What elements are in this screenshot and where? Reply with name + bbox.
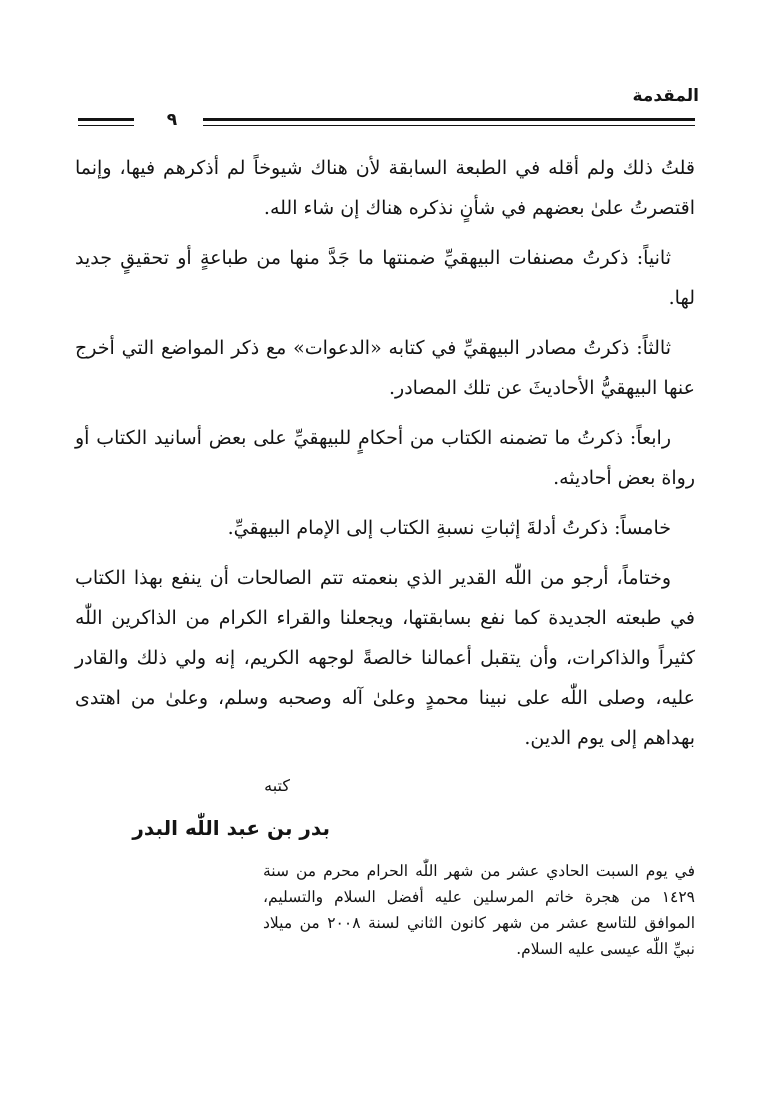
body-text (75, 148, 695, 768)
paragraph-third: ثالثاً: ذكرتُ مصادر البيهقيِّ في كتابه «الدعوات» مع ذكر المواضع التي أخرج عنها البيهقيُّ الأحاديثَ عن تلك المصادر. (75, 337, 695, 399)
date-note: في يوم السبت الحادي عشر من شهر اللّٰه الحرام محرم من سنة ١٤٢٩ من هجرة خاتم المرسلين عليه أفضل السلام والتسليم، الموافق للتاسع عشر من شهر كانون الثاني لسنة ٢٠٠٨ من ميلاد نبيِّ اللّٰه عيسى عليه السلام. (263, 862, 695, 958)
paragraph-fourth: رابعاً: ذكرتُ ما تضمنه الكتاب من أحكامٍ للبيهقيِّ على بعض أسانيد الكتاب أو رواة بعض أحاديثه. (75, 427, 695, 489)
paragraph-fifth: خامساً: ذكرتُ أدلةَ إثباتِ نسبةِ الكتاب إلى الإمام البيهقيِّ. (227, 517, 671, 539)
page-number: ٩ (166, 110, 178, 130)
header-rule-right-thin (203, 125, 695, 126)
header-rule-left-thin (78, 125, 134, 126)
running-header-title: المقدمة (632, 86, 699, 106)
signoff-kataba: كتبه (264, 776, 290, 795)
paragraph-closing: وختاماً، أرجو من اللّٰه القدير الذي بنعمته تتم الصالحات أن ينفع بهذا الكتاب في طبعته الجديدة كما نفع بسابقتها، ويجعلنا والقراء الكرام من الذاكرين اللّٰه كثيراً والذاكرات، وأن يتقبل أعمالنا خالصةً لوجهه الكريم، إنه ولي ذلك والقادر عليه، وصلى اللّٰه على نبينا محمدٍ وعلىٰ آله وصحبه وسلم، وعلىٰ من اهتدى بهداهم إلى يوم الدين. (75, 567, 695, 749)
paragraph-second: ثانياً: ذكرتُ مصنفات البيهقيِّ ضمنتها ما جَدَّ منها من طباعةٍ أو تحقيقٍ جديد لها. (75, 247, 695, 309)
header-rule-right-thick (203, 118, 695, 121)
paragraph-intro-continuation: قلتُ ذلك ولم أقله في الطبعة السابقة لأن هناك شيوخاً لم أذكرهم فيها، وإنما اقتصرتُ علىٰ بعضهم في شأنٍ نذكره هناك إن شاء الله. (75, 157, 695, 219)
signoff-author: بدر بن عبد اللّٰه البدر (132, 816, 330, 840)
header-rule-left-thick (78, 118, 134, 121)
